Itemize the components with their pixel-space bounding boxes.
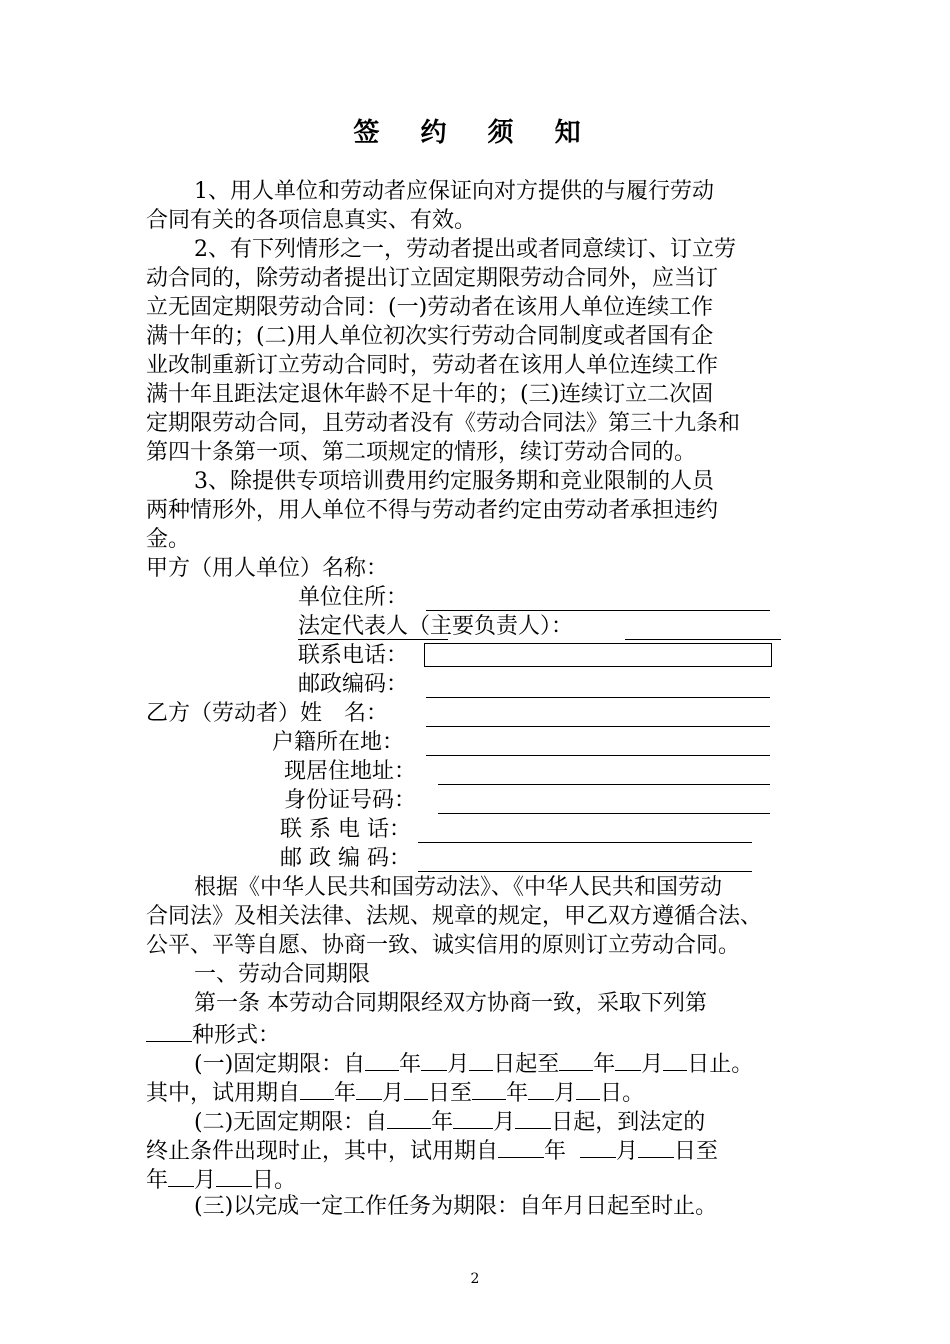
- month-label: 月: [447, 1052, 470, 1077]
- document-title: 签 约 须 知: [353, 118, 597, 148]
- form-choice-blank[interactable]: [146, 1019, 192, 1042]
- year-blank[interactable]: [387, 1106, 431, 1129]
- month-label: 月: [641, 1052, 664, 1077]
- month-label: 月: [194, 1168, 217, 1193]
- notice-p2-line: 动合同的，除劳动者提出订立固定期限劳动合同外，应当订: [146, 266, 719, 291]
- month-blank[interactable]: [421, 1048, 447, 1071]
- day-blank[interactable]: [663, 1048, 687, 1071]
- party-b-name-label: 乙方（劳动者）姓 名：: [146, 701, 389, 726]
- section-heading: 一、劳动合同期限: [194, 962, 371, 987]
- day-blank[interactable]: [515, 1106, 551, 1129]
- party-b-residence-field[interactable]: [438, 784, 770, 785]
- preamble-line: 根据《中华人民共和国劳动法》、《中华人民共和国劳动: [194, 875, 723, 900]
- notice-p2-line: 立无固定期限劳动合同：(一)劳动者在该用人单位连续工作: [146, 295, 714, 320]
- notice-p3-line: 两种情形外，用人单位不得与劳动者约定由劳动者承担违约: [146, 498, 719, 523]
- preamble-line: 公平、平等自愿、协商一致、诚实信用的原则订立劳动合同。: [146, 933, 741, 958]
- open-term-text: (二)无固定期限：自: [194, 1110, 388, 1135]
- year-label: 年: [334, 1081, 357, 1106]
- open-term-text: 日。: [252, 1168, 297, 1193]
- fixed-term-text: (一)固定期限：自: [194, 1052, 366, 1077]
- party-b-phone-label: 联 系 电 话：: [280, 817, 411, 842]
- party-b-name-field[interactable]: [426, 726, 770, 727]
- month-label: 月: [382, 1081, 405, 1106]
- probation-text: 日至: [428, 1081, 473, 1106]
- party-b-phone-field[interactable]: [418, 842, 752, 843]
- month-blank[interactable]: [580, 1135, 616, 1158]
- day-blank[interactable]: [638, 1135, 674, 1158]
- party-a-rep-label: 法定代表人（主要负责人）：: [298, 614, 574, 639]
- open-term-text: 日起，到法定的: [551, 1110, 706, 1135]
- year-blank[interactable]: [472, 1077, 506, 1100]
- party-b-hukou-field[interactable]: [426, 755, 770, 756]
- article-1-text: [146, 1019, 280, 1050]
- year-label: 年: [146, 1168, 169, 1193]
- year-blank[interactable]: [300, 1077, 334, 1100]
- party-b-id-label: 身份证号码：: [284, 788, 417, 813]
- party-a-postcode-label: 邮政编码：: [298, 672, 409, 697]
- notice-p2-line: 定期限劳动合同，且劳动者没有《劳动合同法》第三十九条和: [146, 411, 741, 436]
- party-a-address-label: 单位住所：: [298, 585, 409, 610]
- probation-text: 其中，试用期自: [146, 1081, 301, 1106]
- month-blank[interactable]: [528, 1077, 554, 1100]
- party-b-id-field[interactable]: [438, 813, 770, 814]
- day-blank[interactable]: [576, 1077, 600, 1100]
- month-blank[interactable]: [168, 1164, 194, 1187]
- month-blank[interactable]: [453, 1106, 493, 1129]
- open-term-end-line: [146, 1164, 296, 1195]
- notice-p3-line: 3、除提供专项培训费用约定服务期和竞业限制的人员: [194, 469, 714, 494]
- open-term-line: [194, 1106, 705, 1137]
- notice-p1-line: 合同有关的各项信息真实、有效。: [146, 208, 477, 233]
- article-1-text: 第一条 本劳动合同期限经双方协商一致，采取下列第: [194, 991, 707, 1016]
- article-1-text-part: 种形式：: [192, 1023, 281, 1048]
- probation-text: 日。: [600, 1081, 645, 1106]
- month-label: 月: [554, 1081, 577, 1106]
- party-b-postcode-field[interactable]: [418, 871, 752, 872]
- notice-p2-line: 2、有下列情形之一，劳动者提出或者同意续订、订立劳: [194, 237, 736, 262]
- fixed-term-text: 日起至: [493, 1052, 560, 1077]
- notice-p3-line: 金。: [146, 527, 191, 552]
- year-blank[interactable]: [559, 1048, 593, 1071]
- party-a-postcode-field[interactable]: [426, 697, 770, 698]
- preamble-line: 合同法》及相关法律、法规、规章的规定，甲乙双方遵循合法、: [146, 904, 763, 929]
- day-blank[interactable]: [404, 1077, 428, 1100]
- year-label: 年: [593, 1052, 616, 1077]
- year-label: 年: [399, 1052, 422, 1077]
- party-a-name-label: 甲方（用人单位）名称：: [146, 556, 389, 581]
- open-term-text: 日至: [674, 1139, 719, 1164]
- notice-p2-line: 满十年且距法定退休年龄不足十年的；(三)连续订立二次固: [146, 382, 714, 407]
- party-a-phone-field[interactable]: [424, 643, 772, 667]
- party-b-hukou-label: 户籍所在地：: [272, 730, 405, 755]
- month-blank[interactable]: [356, 1077, 382, 1100]
- notice-p1-line: 1、用人单位和劳动者应保证向对方提供的与履行劳动: [194, 179, 714, 204]
- open-term-probation-line: [146, 1135, 718, 1166]
- fixed-term-text: 日止。: [687, 1052, 754, 1077]
- fixed-term-line: [194, 1048, 753, 1079]
- day-blank[interactable]: [469, 1048, 493, 1071]
- day-blank[interactable]: [216, 1164, 252, 1187]
- open-term-text: 终止条件出现时止，其中，试用期自: [146, 1139, 499, 1164]
- party-a-phone-label: 联系电话：: [298, 643, 409, 668]
- probation-line: [146, 1077, 644, 1108]
- year-label: 年: [431, 1110, 454, 1135]
- notice-p2-line: 满十年的；(二)用人单位初次实行劳动合同制度或者国有企: [146, 324, 714, 349]
- year-blank[interactable]: [498, 1135, 544, 1158]
- party-a-rep-underline: [298, 639, 448, 640]
- party-a-rep-field[interactable]: [625, 639, 781, 640]
- month-blank[interactable]: [615, 1048, 641, 1071]
- month-label: 月: [493, 1110, 516, 1135]
- party-b-residence-label: 现居住地址：: [284, 759, 417, 784]
- year-label: 年: [544, 1139, 567, 1164]
- task-term-line: (三)以完成一定工作任务为期限：自年月日起至时止。: [194, 1194, 718, 1219]
- page-number: 2: [470, 1271, 480, 1287]
- year-blank[interactable]: [365, 1048, 399, 1071]
- notice-p2-line: 业改制重新订立劳动合同时，劳动者在该用人单位连续工作: [146, 353, 719, 378]
- month-label: 月: [616, 1139, 639, 1164]
- year-label: 年: [506, 1081, 529, 1106]
- party-a-address-field[interactable]: [426, 610, 770, 611]
- notice-p2-line: 第四十条第一项、第二项规定的情形，续订劳动合同的。: [146, 440, 697, 465]
- party-b-postcode-label: 邮 政 编 码：: [280, 846, 411, 871]
